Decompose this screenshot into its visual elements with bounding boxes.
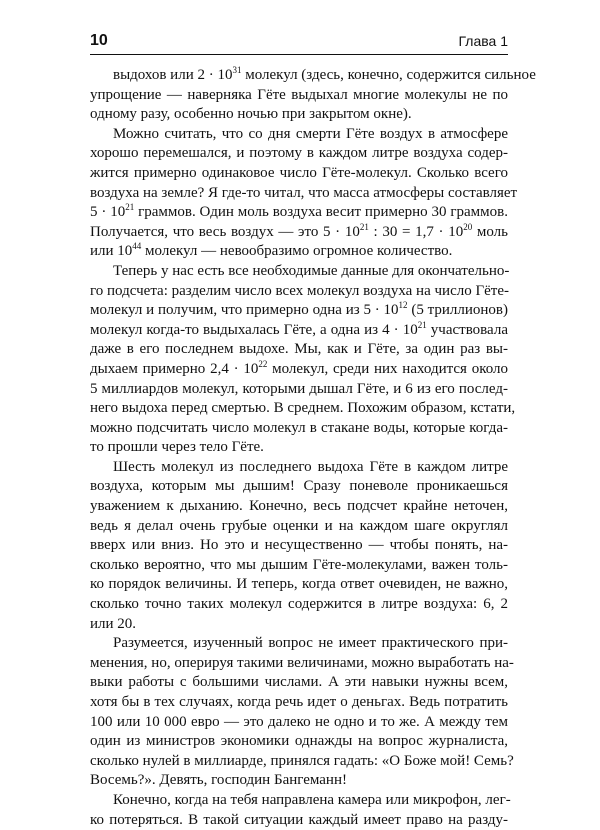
text-run: менения, но, оперируя такими величинами, можно выработать на- <box>90 654 514 671</box>
text-run: один из министров экономики однажды на вопрос журналиста, <box>90 733 508 750</box>
text-run: Теперь у нас есть все необходимые данные для окончательно- <box>113 262 510 279</box>
paragraph <box>90 262 516 458</box>
text-line <box>90 144 508 164</box>
text-line <box>90 282 508 302</box>
text-line <box>90 438 508 458</box>
exponent: 20 <box>463 221 473 232</box>
text-run: Конечно, когда на тебя направлена камера или микрофон, лег- <box>113 791 511 808</box>
text-run: воздуха на земле? Я где-то читал, что масса атмосферы составляет <box>90 184 518 201</box>
text-run: упрощение — наверняка Гёте выдыхал многие молекулы не по <box>90 86 508 103</box>
exponent: 12 <box>398 300 408 311</box>
text-line <box>90 399 516 419</box>
text-run: дыхаем примерно 2,4 · 10 <box>90 360 259 377</box>
text-line <box>90 595 508 615</box>
header-rule <box>90 54 508 55</box>
text-run: молекул — невообразимо огромное количество. <box>141 243 453 260</box>
text-run: молекул когда-то выдыхалась Гёте, а одна из 4 · 10 <box>90 321 418 338</box>
text-line <box>90 752 514 772</box>
exponent: 21 <box>417 319 427 330</box>
text-run: Получается, что весь воздух — это 5 · 10 <box>90 223 360 240</box>
exponent: 21 <box>359 221 369 232</box>
running-header <box>90 30 508 54</box>
text-line <box>90 556 508 576</box>
paragraph <box>90 125 518 262</box>
paragraph <box>90 791 511 830</box>
exponent: 44 <box>132 241 142 252</box>
text-run: Шесть молекул из последнего выдоха Гёте в каждом литре <box>113 458 508 475</box>
text-line <box>90 262 508 282</box>
text-run: моль <box>472 223 509 240</box>
text-run: молекул (здесь, конечно, содержится сильное <box>241 67 536 83</box>
text-line <box>90 634 508 654</box>
text-line <box>90 536 508 556</box>
text-run: сколько нулей в миллиарде, принялся гадать: «О Боже мой! Семь? <box>90 752 514 769</box>
text-line <box>90 477 508 497</box>
chapter-title: Глава 1 <box>458 33 508 49</box>
text-run: ко потеряться. В такой ситуации каждый имеет право на разду- <box>90 811 508 828</box>
text-run: хотя бы в тех случаях, когда речь идет о деньгах. Ведь потратить <box>90 694 508 710</box>
text-run: ко порядок величины. И теперь, когда ответ очевиден, не важно, <box>90 576 508 593</box>
text-run: него выдоха перед смертью. В среднем. Похожим образом, кстати, <box>90 400 516 417</box>
text-line <box>90 654 514 674</box>
paragraph <box>90 65 536 125</box>
text-line <box>90 65 536 86</box>
text-line <box>90 105 508 125</box>
text-line <box>90 86 508 106</box>
text-run: вверх или вниз. Но это и несущественно — чтобы понять, на- <box>90 537 508 554</box>
text-line <box>90 615 508 635</box>
text-run: (5 триллионов) <box>407 302 508 319</box>
text-run: 5 миллиардов молекул, которыми дышал Гёте, и 6 из его послед- <box>90 380 508 397</box>
text-line <box>90 713 508 733</box>
paragraph <box>90 458 508 634</box>
text-line <box>90 575 508 595</box>
text-line <box>90 203 508 223</box>
page-number: 10 <box>90 32 108 49</box>
text-run: хорошо перемешался, и поэтому в каждом литре воздуха содер- <box>90 145 508 162</box>
text-run: 100 или 10 000 евро — это далеко не одно и то же. А между тем <box>90 713 508 730</box>
text-line <box>90 419 508 439</box>
text-run: или 10 <box>90 243 133 260</box>
text-line <box>90 673 508 693</box>
text-line <box>90 693 508 713</box>
text-run: даже в его последнем выдохе. Мы, как и Гёте, за один раз вы- <box>90 341 508 358</box>
text-line <box>90 771 508 791</box>
text-run: воздуха, которым мы дышим! Сразу поневоле проникаешься <box>90 478 508 495</box>
text-line <box>90 791 511 811</box>
text-run: молекул и получим, что примерно одна из 5 · 10 <box>90 302 399 319</box>
text-run: сколько вероятно, что мы дышим Гёте-молекулами, важен толь- <box>90 556 508 573</box>
text-run: Разумеется, изученный вопрос не имеет практического при- <box>113 635 508 652</box>
text-run: уважением к дыханию. Конечно, весь подсчет крайне неточен, <box>90 498 508 515</box>
text-line <box>90 242 508 262</box>
exponent: 31 <box>232 65 242 75</box>
paragraph <box>90 634 514 791</box>
text-line <box>90 125 508 145</box>
text-line <box>90 497 508 517</box>
text-run: го подсчета: разделим число всех молекул воздуха на число Гёте- <box>90 282 509 299</box>
text-line <box>90 380 508 400</box>
text-run: Можно считать, что со дня смерти Гёте воздух в атмосфере <box>113 125 508 142</box>
text-line <box>90 184 518 204</box>
text-run: ведь я делал очень грубые оценки и на каждом шаге округлял <box>90 517 508 534</box>
text-line <box>90 517 508 537</box>
text-run: 5 · 10 <box>90 204 126 221</box>
text-line <box>90 223 508 243</box>
text-line <box>90 811 508 830</box>
text-run: или 20. <box>90 615 137 632</box>
text-run: жится примерно одинаковое число Гёте-молекул. Сколько всего <box>90 164 508 181</box>
text-run: молекул, среди них находится около <box>267 360 509 377</box>
text-run: то прошли через тело Гёте. <box>90 439 264 456</box>
exponent: 22 <box>258 358 268 369</box>
text-line <box>90 732 508 752</box>
text-line <box>90 321 508 341</box>
text-run: сколько точно таких молекул содержится в литре воздуха: 6, 2 <box>90 596 508 613</box>
text-run: одному разу, особенно ночью при закрытом окне). <box>90 106 412 123</box>
text-run: можно подсчитать число молекул в стакане воды, которые когда- <box>90 419 508 436</box>
text-run: участвовала <box>426 321 508 338</box>
body-text <box>90 65 536 830</box>
exponent: 21 <box>125 202 135 213</box>
text-line <box>90 360 508 380</box>
text-run: : 30 = 1,7 · 10 <box>368 223 464 240</box>
text-line <box>90 458 508 478</box>
text-run: выки работы с большими числами. А эти навыки нужны всем, <box>90 674 508 691</box>
text-line <box>90 301 508 321</box>
text-line <box>90 340 508 360</box>
text-line <box>90 164 508 184</box>
text-run: граммов. Один моль воздуха весит примерно 30 граммов. <box>134 204 509 221</box>
text-run: выдохов или 2 · 10 <box>113 67 233 83</box>
text-run: Восемь?». Девять, господин Бангеманн! <box>90 772 347 789</box>
